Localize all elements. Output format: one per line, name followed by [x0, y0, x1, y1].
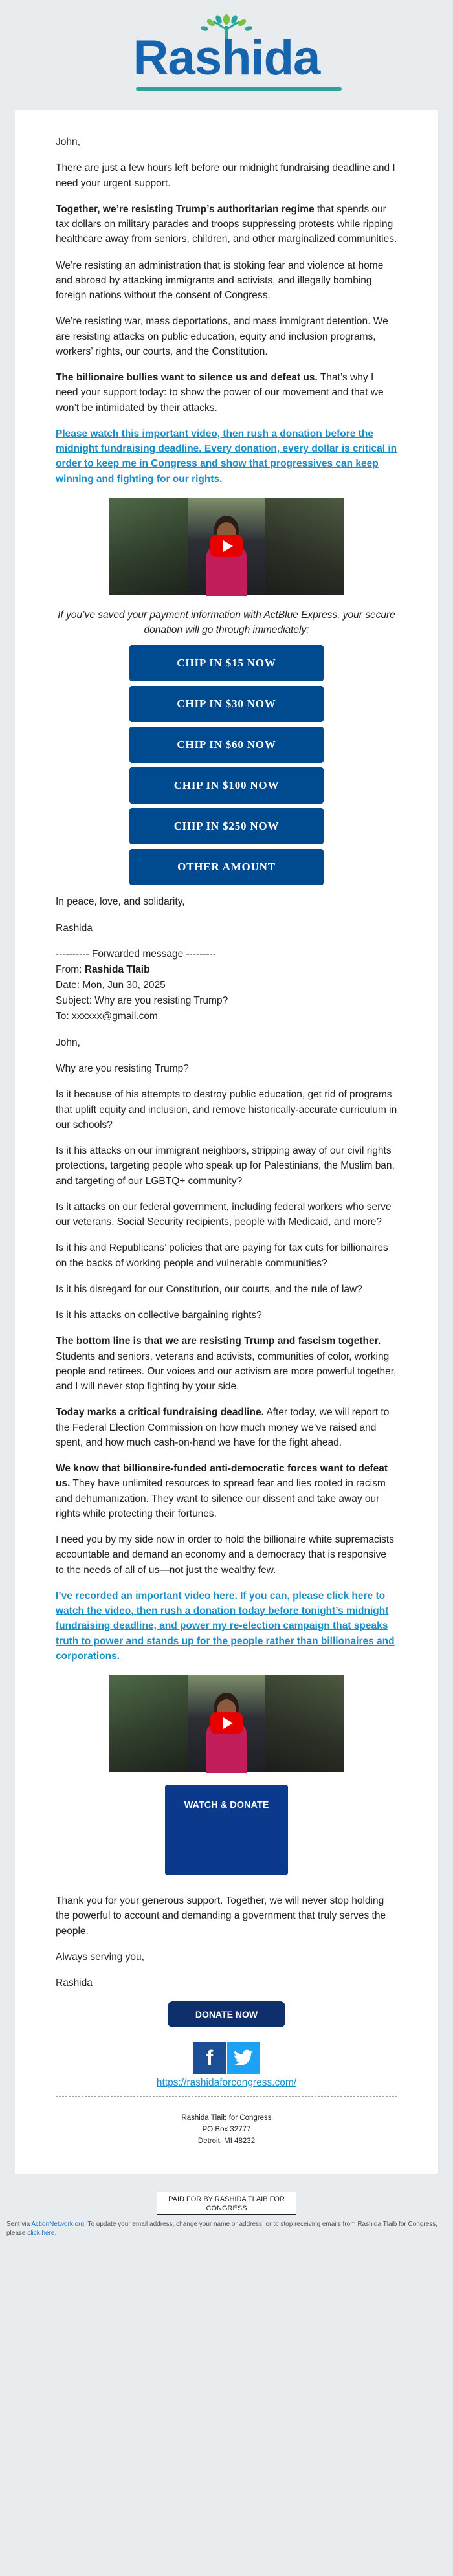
chip-in-250-button[interactable]: CHIP IN $250 NOW: [129, 808, 324, 844]
forwarded-date: Date: Mon, Jun 30, 2025: [56, 979, 166, 991]
signer-1: Rashida: [56, 922, 93, 934]
signer-2: Rashida: [56, 1977, 93, 1989]
facebook-icon[interactable]: f: [193, 2042, 226, 2074]
paragraph-billionaire-forces: We know that billionaire-funded anti-democratic forces want to defeat us. They have unlimited resources to spread fear and lies rooted in racism and dehumanization. They want to silence our dissent and take away our rights while protecting their fortunes.: [56, 1463, 388, 1519]
paragraph-bottom-line: The bottom line is that we are resisting Trump and fascism together. Students and seniors, veterans and activists, communities of color, working people and retirees. Our voices and our activism are more powerful together, and I will never stop fighting by your side.: [56, 1336, 397, 1393]
signoff-2: Always serving you,: [56, 1951, 144, 1963]
forwarded-header: ---------- Forwarded message ---------: [56, 948, 216, 960]
donation-buttons: [56, 645, 397, 885]
closing-paragraph: Thank you for your generous support. Together, we will never stop holding the powerful to account and demanding a government that truly serves the people.: [56, 1895, 386, 1937]
paragraph-resisting-regime: Together, we’re resisting Trump’s authoritarian regime that spends our tax dollars on military parades and troops suppressing protests while ripping healthcare away from seniors, children, and other marginalized communities.: [56, 203, 397, 245]
video-link-2[interactable]: I’ve recorded an important video here. If you can, please click here to watch the video, then rush a donation today before tonight’s midnight fundraising deadline, and power my re-election campaign that speaks truth to power and stands up for the people rather than billionaires and corporations.: [56, 1590, 395, 1662]
brand-underline: [136, 87, 342, 91]
paid-for-disclaimer: PAID FOR BY RASHIDA TLAIB FOR CONGRESS: [157, 2192, 296, 2215]
header-logo: [0, 0, 453, 110]
paragraph-deadline: Today marks a critical fundraising deadline. After today, we will report to the Federal Election Commission on how much money we’ve raised and spent, and how much cash-on-hand we have for the fight ahead.: [56, 1407, 390, 1448]
question-1: Why are you resisting Trump?: [56, 1063, 189, 1075]
question-2: Is it because of his attempts to destroy public education, get rid of programs that uplift equity and inclusion, and remove historically-accurate curriculum in our schools?: [56, 1089, 397, 1130]
forwarded-from: Rashida Tlaib: [84, 963, 150, 975]
greeting-2: John,: [56, 1037, 80, 1048]
social-links: [56, 2042, 397, 2074]
question-6: Is it his disregard for our Constitution, our courts, and the rule of law?: [56, 1283, 362, 1295]
email-body: [15, 110, 438, 2174]
divider: [56, 2096, 397, 2097]
forwarded-subject: Subject: Why are you resisting Trump?: [56, 995, 228, 1006]
forwarded-message-block: ---------- Forwarded message --------- From: Rashida Tlaib Date: Mon, Jun 30, 2025 Subject: Why are you resisting Trump? To: xxxxxx@gmail.com: [56, 948, 228, 1022]
signoff-1: In peace, love, and solidarity,: [56, 896, 185, 908]
chip-in-15-button[interactable]: CHIP IN $15 NOW: [129, 645, 324, 681]
paragraph-billionaire-bullies: The billionaire bullies want to silence us and defeat us. That’s why I need your support today: to show the power of our movement and that we won’t be intimidated by their attacks.: [56, 372, 384, 413]
paragraph-resisting-war: We’re resisting war, mass deportations, and mass immigrant detention. We are resisting attacks on public education, equity and inclusion programs, workers’ rights, our courts, and the Constitution.: [56, 316, 388, 357]
chip-in-30-button[interactable]: CHIP IN $30 NOW: [129, 686, 324, 722]
actblue-express-note: If you’ve saved your payment information with ActBlue Express, your secure donation will go through immediately:: [58, 609, 395, 635]
play-icon[interactable]: [210, 535, 243, 557]
question-5: Is it his and Republicans’ policies that are paying for tax cuts for billionaires on the backs of working people and vulnerable communities?: [56, 1242, 388, 1269]
unsubscribe-link[interactable]: click here: [27, 2229, 55, 2237]
watch-donate-button[interactable]: WATCH & DONATE: [165, 1785, 288, 1875]
chip-in-100-button[interactable]: CHIP IN $100 NOW: [129, 767, 324, 804]
campaign-website-link[interactable]: https://rashidaforcongress.com/: [156, 2077, 297, 2089]
other-amount-button[interactable]: OTHER AMOUNT: [129, 849, 324, 885]
video-thumbnail-1[interactable]: [109, 498, 344, 595]
question-3: Is it his attacks on our immigrant neighbors, stripping away of our civil rights protections, targeting people who speak up for Palestinians, the Muslim ban, and targeting of our LGBTQ+ community?: [56, 1145, 395, 1187]
video-thumbnail-2[interactable]: [109, 1675, 344, 1772]
question-4: Is it attacks on our federal government, including federal workers who serve our veterans, Social Security recipients, people with Medicaid, and more?: [56, 1201, 392, 1228]
mailing-address: Rashida Tlaib for Congress PO Box 32777 Detroit, MI 48232: [181, 2113, 272, 2146]
question-7: Is it his attacks on collective bargaining rights?: [56, 1310, 262, 1321]
actionnetwork-link[interactable]: ActionNetwork.org: [31, 2220, 85, 2228]
forwarded-to: To: xxxxxx@gmail.com: [56, 1010, 158, 1022]
play-icon[interactable]: [210, 1712, 243, 1734]
brand-name: Rashida: [133, 30, 320, 85]
donate-now-button[interactable]: DONATE NOW: [168, 2001, 285, 2027]
paragraph-resisting-administration: We’re resisting an administration that is stoking fear and violence at home and abroad by attacking immigrants and activists, and illegally bombing foreign nations without the consent of Congress.: [56, 259, 384, 301]
video-link-1[interactable]: Please watch this important video, then rush a donation before the midnight fundraising deadline. Every donation, every dollar is critical in order to keep me in Congress and show that progressives can keep winning and fighting for our rights.: [56, 428, 397, 485]
twitter-icon[interactable]: [227, 2042, 260, 2074]
greeting: John,: [56, 137, 80, 148]
footer-text: Sent via ActionNetwork.org. To update your email address, change your name or address, or to stop receiving emails from Rashida Tlaib for Congress, please click here.: [6, 2220, 438, 2237]
chip-in-60-button[interactable]: CHIP IN $60 NOW: [129, 727, 324, 763]
intro-paragraph: There are just a few hours left before our midnight fundraising deadline and I need your urgent support.: [56, 162, 395, 189]
paragraph-need-you: I need you by my side now in order to hold the billionaire white supremacists accountable and demand an economy and a democracy that is responsive to the needs of all of us—not just the wealthy few.: [56, 1534, 394, 1576]
